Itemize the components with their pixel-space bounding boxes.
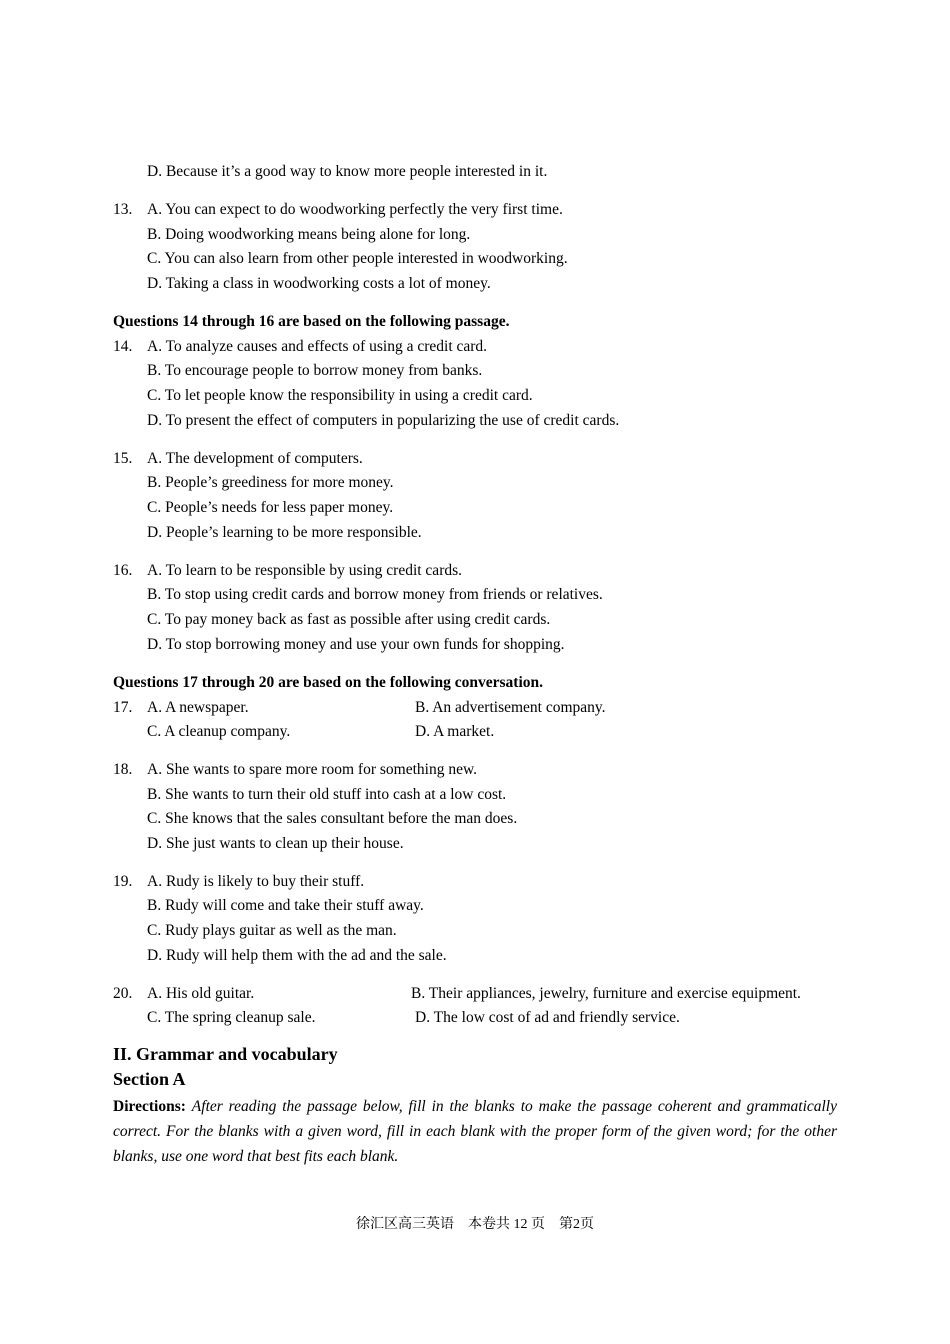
- page-footer: 徐汇区高三英语 本卷共 12 页 第2页: [356, 1217, 594, 1232]
- q16-option-b: B. To stop using credit cards and borrow money from friends or relatives.: [147, 586, 603, 603]
- q18-option-c: C. She knows that the sales consultant before the man does.: [147, 810, 518, 827]
- q18-number: 18.: [113, 761, 133, 778]
- q13-option-b: B. Doing woodworking means being alone for long.: [147, 226, 471, 243]
- q16-option-d: D. To stop borrowing money and use your own funds for shopping.: [147, 636, 565, 653]
- q14-number: 14.: [113, 338, 133, 355]
- q19-option-b: B. Rudy will come and take their stuff away.: [147, 897, 424, 914]
- conversation-heading-17-20: Questions 17 through 20 are based on the following conversation.: [113, 674, 544, 691]
- q19-option-c: C. Rudy plays guitar as well as the man.: [147, 922, 397, 939]
- q20-option-b: B. Their appliances, jewelry, furniture and exercise equipment.: [411, 985, 801, 1002]
- directions-text: After reading the passage below, fill in the blanks to make the passage coherent and grammatically correct. For the blanks with a given word, fill in each blank with the proper form of the given word; for the other blanks, use one word that best fits each blank.: [113, 1098, 837, 1165]
- q19-option-a: A. Rudy is likely to buy their stuff.: [147, 873, 365, 890]
- q13-option-a: A. You can expect to do woodworking perfectly the very first time.: [147, 201, 563, 218]
- q15-option-b: B. People’s greediness for more money.: [147, 474, 394, 491]
- q14-option-a: A. To analyze causes and effects of using a credit card.: [147, 338, 488, 355]
- directions-label: Directions:: [113, 1098, 186, 1115]
- q16-option-c: C. To pay money back as fast as possible after using credit cards.: [147, 611, 551, 628]
- q20-option-c: C. The spring cleanup sale.: [147, 1009, 316, 1026]
- q16-number: 16.: [113, 562, 133, 579]
- q15-number: 15.: [113, 450, 133, 467]
- q15-option-c: C. People’s needs for less paper money.: [147, 499, 394, 516]
- q20-option-d: D. The low cost of ad and friendly service.: [415, 1009, 680, 1026]
- q12-option-d: D. Because it’s a good way to know more people interested in it.: [147, 163, 548, 180]
- q14-option-b: B. To encourage people to borrow money from banks.: [147, 362, 483, 379]
- q18-option-b: B. She wants to turn their old stuff into cash at a low cost.: [147, 786, 507, 803]
- passage-heading-14-16: Questions 14 through 16 are based on the following passage.: [113, 313, 510, 330]
- section-subtitle: Section A: [113, 1069, 186, 1089]
- q13-option-d: D. Taking a class in woodworking costs a lot of money.: [147, 275, 491, 292]
- q19-option-d: D. Rudy will help them with the ad and the sale.: [147, 947, 447, 964]
- directions-paragraph: [113, 1094, 837, 1169]
- q15-option-d: D. People’s learning to be more responsible.: [147, 524, 422, 541]
- q17-number: 17.: [113, 699, 133, 716]
- q18-option-a: A. She wants to spare more room for something new.: [147, 761, 478, 778]
- q17-option-b: B. An advertisement company.: [415, 699, 606, 716]
- q17-option-d: D. A market.: [415, 723, 495, 740]
- q14-option-d: D. To present the effect of computers in popularizing the use of credit cards.: [147, 412, 620, 429]
- q18-option-d: D. She just wants to clean up their house.: [147, 835, 404, 852]
- q20-option-a: A. His old guitar.: [147, 985, 255, 1002]
- q13-number: 13.: [113, 201, 133, 218]
- q17-option-c: C. A cleanup company.: [147, 723, 291, 740]
- q16-option-a: A. To learn to be responsible by using credit cards.: [147, 562, 463, 579]
- q20-number: 20.: [113, 985, 133, 1002]
- q19-number: 19.: [113, 873, 133, 890]
- q15-option-a: A. The development of computers.: [147, 450, 363, 467]
- q13-option-c: C. You can also learn from other people interested in woodworking.: [147, 250, 568, 267]
- q14-option-c: C. To let people know the responsibility in using a credit card.: [147, 387, 533, 404]
- section-title: II. Grammar and vocabulary: [113, 1044, 338, 1064]
- q17-option-a: A. A newspaper.: [147, 699, 249, 716]
